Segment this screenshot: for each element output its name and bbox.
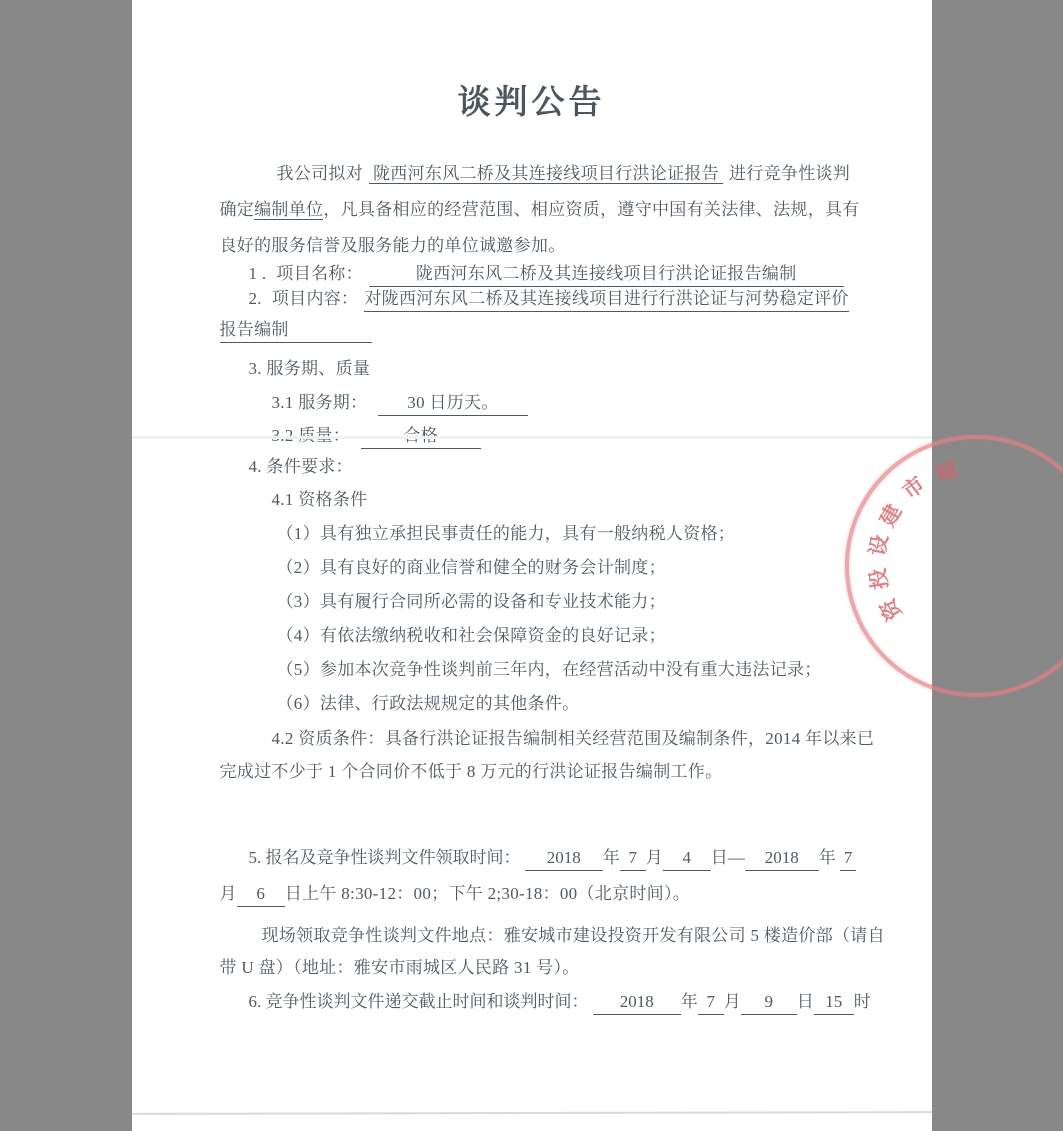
deadline-year: 2018 (593, 990, 681, 1015)
seal-character: 设 (864, 532, 893, 558)
item-label: 3.1 服务期： (271, 393, 368, 412)
intro-line-3: 良好的服务信誉及服务能力的单位诚邀参加。 (219, 236, 566, 255)
seal-character: 市 (897, 471, 929, 504)
document-page (132, 0, 960, 1131)
item-service-heading: 3. 服务期、质量 (248, 359, 371, 378)
date-unit: 时 (853, 992, 871, 1011)
compile-unit-underlined: 编制单位 (254, 200, 324, 219)
item-label: 6. 竞争性谈判文件递交截止时间和谈判时间： (248, 992, 589, 1011)
item-deadline (249, 990, 871, 1015)
item-project-name (249, 262, 844, 287)
project-name-value: 陇西河东风二桥及其连接线项目行洪论证报告编制 (369, 262, 844, 287)
deadline-day: 9 (741, 990, 797, 1015)
intro-line-1 (277, 162, 851, 186)
date-unit: 日 (796, 992, 814, 1011)
item-label: 项目名称： (276, 264, 363, 283)
condition-item: （4）有依法缴纳税收和社会保障资金的良好记录； (276, 626, 666, 645)
intro-line-2 (220, 198, 860, 222)
qualification-heading: 4.1 资格条件 (271, 490, 368, 509)
condition-item: （2）具有良好的商业信誉和健全的财务会计制度； (276, 558, 666, 577)
item-number: 1 . (248, 264, 267, 283)
service-period-value: 30 日历天。 (378, 391, 528, 416)
credential-line-2: 完成过不少于 1 个合同价不低于 8 万元的行洪论证报告编制工作。 (219, 762, 723, 781)
condition-item: （1）具有独立承担民事责任的能力，具有一般纳税人资格； (276, 524, 736, 543)
project-content-value: 对陇西河东风二桥及其连接线项目进行行洪论证与河势稳定评价 (364, 287, 848, 312)
item-project-content (248, 287, 849, 312)
item-pickup-time-line-1 (249, 846, 857, 871)
pickup-hours-text: 日上午 8:30-12：00；下午 2;30-18：00（北京时间）。 (284, 884, 691, 903)
item-label: 项目内容： (271, 289, 359, 308)
deadline-month: 7 (698, 990, 724, 1015)
seal-character: 城 (932, 457, 960, 487)
pickup-end-month: 7 (840, 846, 856, 871)
intro-text: 进行竞争性谈判 (729, 164, 851, 183)
condition-item: （6）法律、行政法规规定的其他条件。 (276, 694, 580, 713)
condition-item: （5）参加本次竞争性谈判前三年内，在经营活动中没有重大违法记录； (276, 660, 822, 679)
date-unit: 月 (219, 884, 237, 903)
date-unit: 月 (645, 848, 663, 867)
date-unit: 年 (602, 848, 620, 867)
item-label: 5. 报名及竞争性谈判文件领取时间： (248, 848, 521, 867)
condition-item: （3）具有履行合同所必需的设备和专业技术能力； (276, 592, 666, 611)
item-number: 2. (248, 289, 262, 308)
credential-line-1: 4.2 资质条件：具备行洪论证报告编制相关经营范围及编制条件，2014 年以来已 (271, 729, 875, 748)
pickup-end-year: 2018 (745, 846, 819, 871)
date-unit: 日— (710, 848, 745, 867)
date-unit: 月 (723, 992, 741, 1011)
item-pickup-time-line-2 (220, 882, 691, 907)
item-requirements-heading: 4. 条件要求： (248, 457, 353, 476)
date-unit: 年 (818, 848, 836, 867)
pickup-end-day: 6 (237, 882, 285, 907)
pickup-location-line-2: 带 U 盘）（地址：雅安市雨城区人民路 31 号）。 (219, 958, 580, 977)
seal-character: 投 (864, 566, 893, 592)
intro-text: ，凡具备相应的经营范围、相应资质，遵守中国有关法律、法规，具有 (323, 200, 860, 219)
pickup-start-year: 2018 (525, 846, 603, 871)
pickup-location-line-1: 现场领取竞争性谈判文件地点：雅安城市建设投资开发有限公司 5 楼造价部（请自 (261, 926, 885, 945)
intro-text: 我公司拟对 (276, 164, 363, 183)
project-content-value-cont: 报告编制 (220, 318, 372, 343)
pickup-start-month: 7 (620, 846, 646, 871)
company-seal (845, 433, 960, 691)
date-unit: 年 (680, 992, 698, 1011)
project-name-underlined: 陇西河东风二桥及其连接线项目行洪论证报告 (369, 164, 723, 184)
item-project-content-cont (220, 318, 372, 343)
seal-character: 建 (874, 500, 907, 531)
scan-bottom-edge (131, 1111, 931, 1115)
page-title: 谈判公告 (457, 85, 606, 121)
deadline-hour: 15 (814, 990, 854, 1015)
pickup-start-day: 4 (663, 846, 711, 871)
seal-character: 资 (874, 594, 907, 625)
scan-streak (132, 436, 932, 439)
item-service-period (272, 391, 528, 416)
intro-text: 确定 (219, 200, 255, 219)
